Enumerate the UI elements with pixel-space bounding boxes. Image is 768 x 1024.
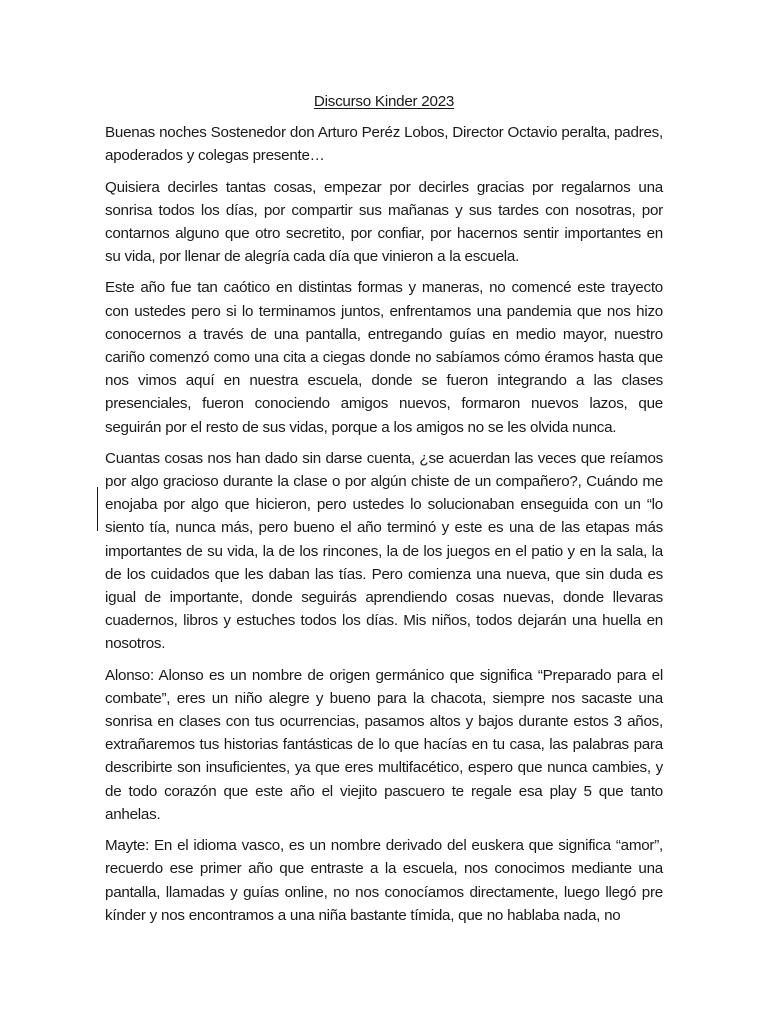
paragraph-memories: Cuantas cosas nos han dado sin darse cuenta, ¿se acuerdan las veces que reíamos por algo gracioso durante la clase o por algún chiste de un compañero?, Cuándo me enojaba por algo que hicieron, pero ustedes lo solucionaban enseguida con un “lo siento tía, nunca más, pero bueno el año terminó y este es una de las etapas más importantes de su vida, la de los rincones, la de los juegos en el patio y en la sala, la de los cuidados que les daban las tías. Pero comienza una nueva, que sin duda es igual de importante, donde seguirás aprendiendo cosas nuevas, donde llevaras cuadernos, libros y estuches todos los días. Mis niños, todos dejarán una huella en nosotros.	[105, 449, 663, 653]
change-bar-marker	[97, 487, 98, 531]
paragraph-alonso: Alonso: Alonso es un nombre de origen germánico que significa “Preparado para el combate”, eres un niño alegre y bueno para la chacota, siempre nos sacaste una sonrisa en clases con tus ocurrencias, pasamos altos y bajos durante estos 3 años, extrañaremos tus historias fantásticas de lo que hacías en tu casa, las palabras para describirte son insuficientes, ya que eres multifacético, espero que nunca cambies, y de todo corazón que este año el viejito pascuero te regale esa play 5 que tanto anhelas.	[105, 666, 663, 823]
document-body	[105, 90, 663, 935]
paragraph-greeting: Buenas noches Sostenedor don Arturo Peréz Lobos, Director Octavio peralta, padres, apoderados y colegas presente…	[105, 124, 663, 165]
paragraph-year: Este año fue tan caótico en distintas formas y maneras, no comencé este trayecto con ustedes pero si lo terminamos juntos, enfrentamos una pandemia que nos hizo conocernos a través de una pantalla, entregando guías en medio mayor, nuestro cariño comenzó como una cita a ciegas donde no sabíamos cómo éramos hasta que nos vimos aquí en nuestra escuela, donde se fueron integrando a las clases presenciales, fueron conociendo amigos nuevos, formaron nuevos lazos, que seguirán por el resto de sus vidas, porque a los amigos no se les olvida nunca.	[105, 279, 663, 436]
paragraph-mayte: Mayte: En el idioma vasco, es un nombre derivado del euskera que significa “amor”, recuerdo ese primer año que entraste a la escuela, nos conocimos mediante una pantalla, llamadas y guías online, no nos conocíamos directamente, luego llegó pre kínder y nos encontramos a una niña bastante tímida, que no hablaba nada, no	[105, 837, 663, 924]
document-title: Discurso Kinder 2023	[313, 93, 455, 110]
paragraph-thanks: Quisiera decirles tantas cosas, empezar por decirles gracias por regalarnos una sonrisa todos los días, por compartir sus mañanas y sus tardes con nosotras, por contarnos alguno que otro secretito, por confiar, por hacernos sentir importantes en su vida, por llenar de alegría cada día que vinieron a la escuela.	[105, 178, 663, 266]
